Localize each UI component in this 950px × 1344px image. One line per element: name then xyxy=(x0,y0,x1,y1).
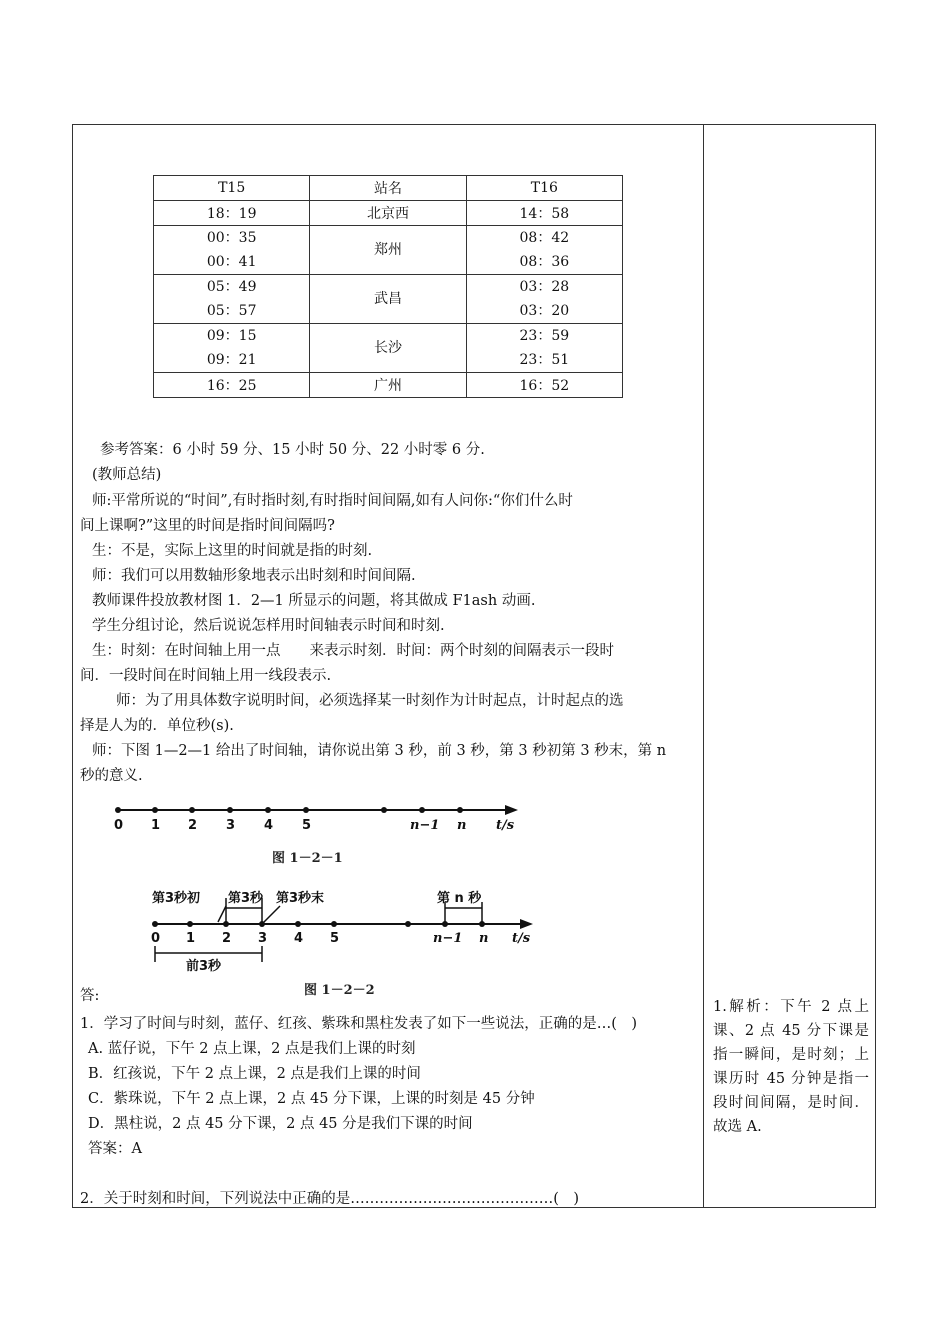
tick-label: n−1 xyxy=(410,818,440,833)
paragraph-teacher-1-line1: 师:平常所说的“时间”,有时指时刻,有时指时间间隔,如有人问你:“你们什么时 xyxy=(92,493,573,509)
label-first-three-seconds: 前3秒 xyxy=(186,959,222,974)
axis-point xyxy=(419,807,425,813)
tick-label: 2 xyxy=(188,818,198,833)
paragraph-teacher-3-line1: 师：为了用具体数字说明时间，必须选择某一时刻作为计时起点，计时起点的选 xyxy=(116,693,624,709)
t16-times xyxy=(466,226,622,275)
axis-point xyxy=(187,921,193,927)
station-name: 武昌 xyxy=(310,275,466,324)
t15-depart: 00：41 xyxy=(206,254,257,270)
header-t15: T15 xyxy=(154,176,310,201)
figure-time-axis-2 xyxy=(100,880,550,1000)
start-pointer xyxy=(218,906,226,922)
t15-time: 16：25 xyxy=(154,373,310,398)
tick-label: t/s xyxy=(496,818,515,833)
table-row xyxy=(154,201,623,226)
station-name: 郑州 xyxy=(310,226,466,275)
table-row xyxy=(154,226,623,275)
label-nth-second: 第 n 秒 xyxy=(437,891,482,906)
question-1: 1．学习了时间与时刻，蓝仔、红孩、紫珠和黑柱发表了如下一些说法，正确的是…( ) xyxy=(80,1016,638,1032)
t16-time: 14：58 xyxy=(466,201,622,226)
answer-label: 答: xyxy=(80,988,100,1004)
table-row xyxy=(154,324,623,373)
table-row xyxy=(154,373,623,398)
tick-label: n xyxy=(457,818,467,833)
tick-label: n xyxy=(479,931,489,946)
header-t16: T16 xyxy=(466,176,622,201)
t16-depart: 08：36 xyxy=(519,254,570,270)
tick-label: 1 xyxy=(186,931,196,946)
t15-time: 18：19 xyxy=(154,201,310,226)
question-2: 2．关于时刻和时间，下列说法中正确的是……………………………………( ) xyxy=(80,1191,580,1207)
tick-label: 4 xyxy=(294,931,304,946)
paragraph-teacher-4-line2: 秒的意义. xyxy=(80,768,143,784)
reference-answer: 参考答案：6 小时 59 分、15 小时 50 分、22 小时零 6 分. xyxy=(100,442,485,458)
axis-point xyxy=(189,807,195,813)
axis-point xyxy=(331,921,337,927)
axis-point xyxy=(442,921,448,927)
tick-label: n−1 xyxy=(433,931,463,946)
t16-depart: 23：51 xyxy=(519,352,570,368)
station-name: 北京西 xyxy=(310,201,466,226)
t16-depart: 03：20 xyxy=(519,303,570,319)
teacher-summary: (教师总结) xyxy=(92,467,162,483)
paragraph-group-discussion: 学生分组讨论，然后说说怎样用时间轴表示时间和时刻. xyxy=(92,618,445,634)
axis-point xyxy=(152,807,158,813)
t15-arrive: 05：49 xyxy=(206,279,257,295)
axis-point xyxy=(223,921,229,927)
t15-times xyxy=(154,275,310,324)
t16-arrive: 03：28 xyxy=(519,279,570,295)
tick-label: 1 xyxy=(151,818,161,833)
t15-depart: 05：57 xyxy=(206,303,257,319)
question-1-answer: 答案：A xyxy=(88,1141,142,1157)
figure-caption: 图 1－2－2 xyxy=(304,983,375,998)
paragraph-courseware: 教师课件投放教材图 1．2—1 所显示的问题，将其做成 F1ash 动画. xyxy=(92,593,536,609)
t16-arrive: 23：59 xyxy=(519,328,570,344)
axis-point xyxy=(115,807,121,813)
axis-point xyxy=(265,807,271,813)
axis-point xyxy=(227,807,233,813)
end-pointer xyxy=(264,906,280,922)
t15-arrive: 09：15 xyxy=(206,328,257,344)
train-timetable xyxy=(153,175,623,398)
paragraph-teacher-2: 师：我们可以用数轴形象地表示出时刻和时间间隔. xyxy=(92,568,416,584)
axis-arrow xyxy=(520,919,533,929)
t16-times xyxy=(466,324,622,373)
axis-arrow xyxy=(505,805,518,815)
axis-point xyxy=(381,807,387,813)
question-1-option-b: B．红孩说，下午 2 点上课，2 点是我们上课的时间 xyxy=(88,1066,421,1082)
label-third-second-start: 第3秒初 xyxy=(152,891,201,906)
t15-arrive: 00：35 xyxy=(206,230,257,246)
figure-caption: 图 1－2－1 xyxy=(272,851,343,866)
table-row xyxy=(154,275,623,324)
label-third-second: 第3秒 xyxy=(228,891,264,906)
question-1-option-d: D．黑柱说，2 点 45 分下课，2 点 45 分是我们下课的时间 xyxy=(88,1116,473,1132)
axis-point xyxy=(303,807,309,813)
paragraph-teacher-1-line2: 间上课啊?”这里的时间是指时间间隔吗? xyxy=(80,518,335,534)
question-1-option-a: A. 蓝仔说，下午 2 点上课，2 点是我们上课的时刻 xyxy=(88,1041,416,1057)
axis-point xyxy=(152,921,158,927)
paragraph-teacher-3-line2: 择是人为的．单位秒(s). xyxy=(80,718,234,734)
t16-times xyxy=(466,275,622,324)
question-1-option-c: C．紫珠说，下午 2 点上课，2 点 45 分下课，上课的时刻是 45 分钟 xyxy=(88,1091,535,1107)
t16-time: 16：52 xyxy=(466,373,622,398)
tick-label: 0 xyxy=(114,818,124,833)
t16-arrive: 08：42 xyxy=(519,230,570,246)
axis-point xyxy=(479,921,485,927)
tick-label: 5 xyxy=(302,818,312,833)
t15-times xyxy=(154,226,310,275)
side-note-explanation: 1.解析：下午 2 点上课、2 点 45 分下课是指一瞬间，是时刻；上课历时 45 分钟是指一段时间间隔，是时间．故选 A. xyxy=(713,999,869,1135)
paragraph-student-2-line2: 间．一段时间在时间轴上用一线段表示. xyxy=(80,668,332,684)
tick-label: 5 xyxy=(330,931,340,946)
t15-depart: 09：21 xyxy=(206,352,257,368)
tick-label: 3 xyxy=(258,931,268,946)
axis-point xyxy=(457,807,463,813)
t15-times xyxy=(154,324,310,373)
label-third-second-end: 第3秒末 xyxy=(276,891,325,906)
paragraph-student-2-line1: 生：时刻：在时间轴上用一点 来表示时刻．时间：两个时刻的间隔表示一段时 xyxy=(92,643,614,659)
tick-label: 2 xyxy=(222,931,232,946)
paragraph-teacher-4-line1: 师：下图 1—2—1 给出了时间轴，请你说出第 3 秒，前 3 秒，第 3 秒初第 3 秒末，第 n xyxy=(92,743,667,759)
tick-label: 0 xyxy=(151,931,161,946)
tick-label: 4 xyxy=(264,818,274,833)
tick-label: 3 xyxy=(226,818,236,833)
tick-label: t/s xyxy=(512,931,531,946)
station-name: 广州 xyxy=(310,373,466,398)
axis-point xyxy=(405,921,411,927)
station-name: 长沙 xyxy=(310,324,466,373)
table-header-row xyxy=(154,176,623,201)
axis-point xyxy=(259,921,265,927)
axis-point xyxy=(295,921,301,927)
header-station: 站名 xyxy=(310,176,466,201)
paragraph-student-1: 生：不是，实际上这里的时间就是指的时刻. xyxy=(92,543,373,559)
figure-time-axis-1 xyxy=(100,796,540,872)
